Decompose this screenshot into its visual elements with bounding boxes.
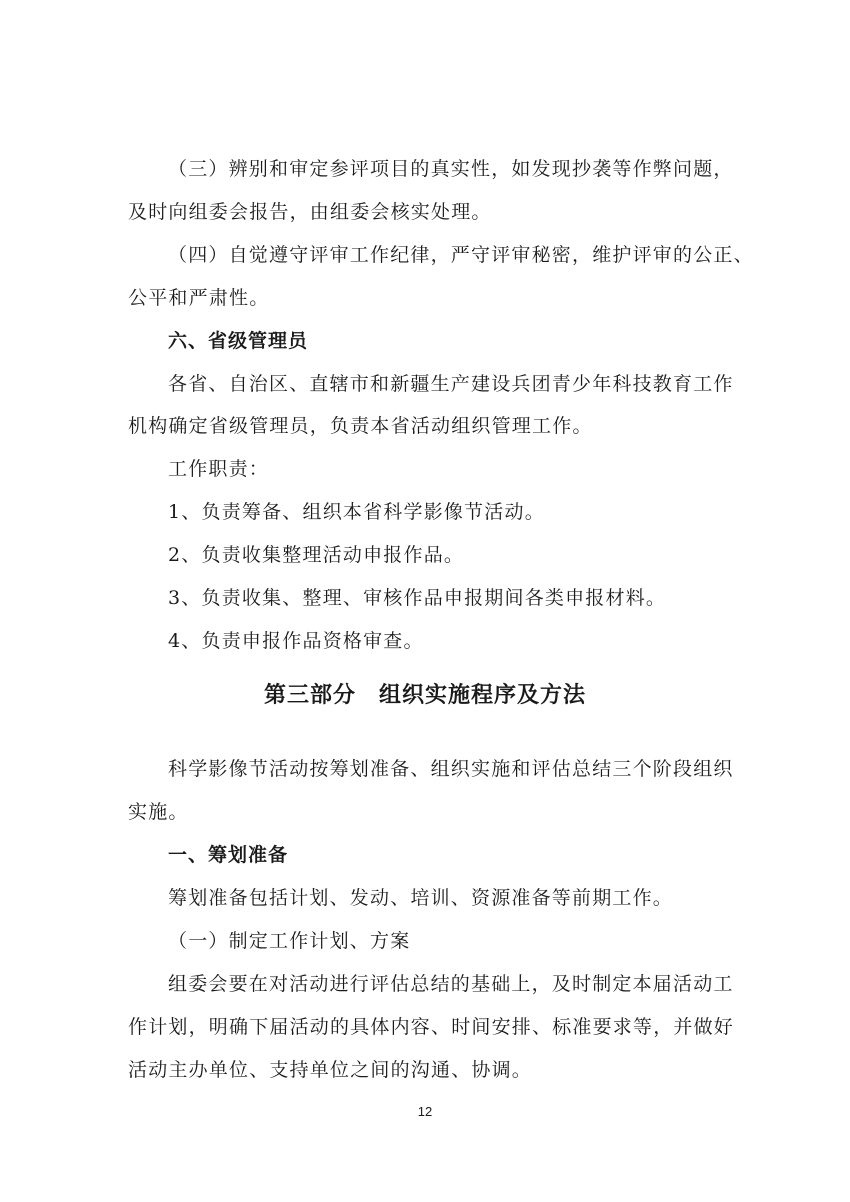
subsection-1-line-1: 组委会要在对活动进行评估总结的基础上，及时制定本届活动工 [168,973,734,995]
intro-line-2: 实施。 [128,801,189,823]
duty-item-1: 1、负责筹备、组织本省科学影像节活动。 [168,501,545,523]
subsection-1-heading: （一）制定工作计划、方案 [168,930,411,952]
paragraph-3-line-2: 及时向组委会报告，由组委会核实处理。 [128,201,492,223]
paragraph-3-line-1: （三）辨别和审定参评项目的真实性，如发现抄袭等作弊问题， [168,158,734,180]
duties-label: 工作职责： [168,458,270,480]
duty-item-3: 3、负责收集、整理、审核作品申报期间各类申报材料。 [168,587,667,609]
subsection-1-line-2: 作计划，明确下届活动的具体内容、时间安排、标准要求等，并做好 [128,1016,735,1038]
duty-item-2: 2、负责收集整理活动申报作品。 [168,544,465,566]
intro-line-1: 科学影像节活动按筹划准备、组织实施和评估总结三个阶段组织 [168,758,734,780]
part-3-title: 第三部分 组织实施程序及方法 [263,683,586,708]
page-number: 12 [417,1104,433,1119]
subsection-1-line-3: 活动主办单位、支持单位之间的沟通、协调。 [128,1059,533,1081]
section-1-heading: 一、筹划准备 [168,844,289,866]
paragraph-4-line-2: 公平和严肃性。 [128,287,270,309]
paragraph-4-line-1: （四）自觉遵守评审工作纪律，严守评审秘密，维护评审的公正、 [168,244,754,266]
paragraph-6-line-2: 机构确定省级管理员，负责本省活动组织管理工作。 [128,415,593,437]
section-6-heading: 六、省级管理员 [168,330,309,352]
paragraph-6-line-1: 各省、自治区、直辖市和新疆生产建设兵团青少年科技教育工作 [168,373,734,395]
duty-item-4: 4、负责申报作品资格审查。 [168,630,424,652]
section-1-paragraph: 筹划准备包括计划、发动、培训、资源准备等前期工作。 [168,887,674,909]
